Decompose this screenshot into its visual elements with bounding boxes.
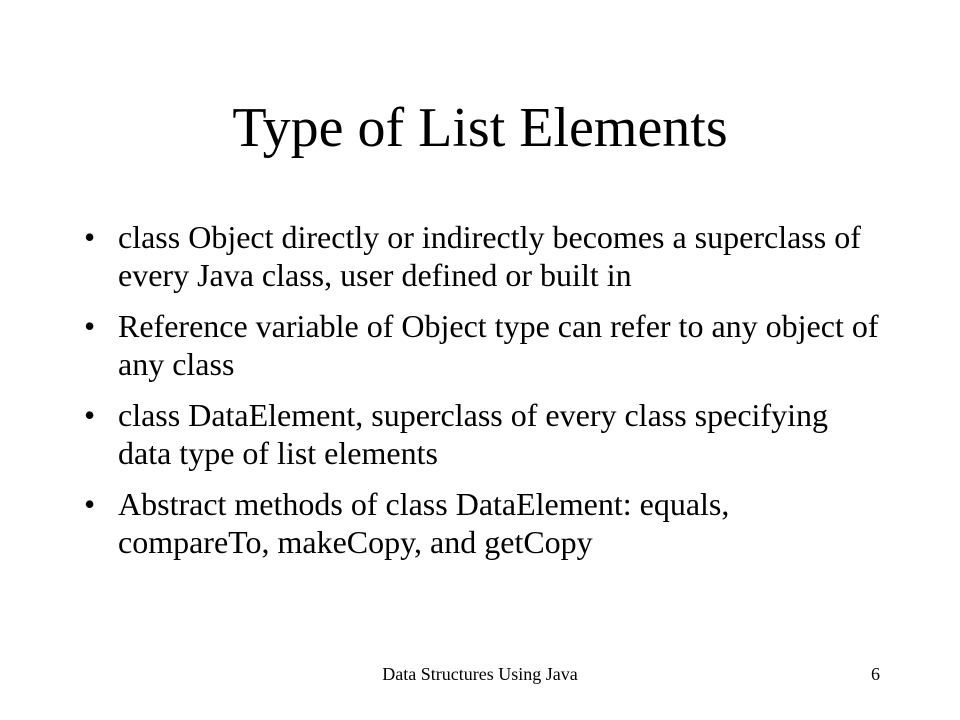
bullet-text: class DataElement, superclass of every class specifying data type of list elements <box>118 397 828 471</box>
bullet-text: Abstract methods of class DataElement: equals, compareTo, makeCopy, and getCopy <box>118 486 730 560</box>
bullet-icon: • <box>84 486 96 522</box>
bullet-item <box>80 396 880 472</box>
bullet-icon: • <box>84 308 96 344</box>
bullet-text: class Object directly or indirectly becomes a superclass of every Java class, user defined or built in <box>118 219 861 293</box>
bullet-icon: • <box>84 219 96 255</box>
bullet-icon: • <box>84 397 96 433</box>
bullet-item <box>80 218 880 294</box>
page-number: 6 <box>871 664 880 684</box>
slide-title: Type of List Elements <box>232 97 728 159</box>
slide-footer: Data Structures Using Java <box>382 664 578 684</box>
bullet-item <box>80 485 880 561</box>
bullet-item <box>80 307 880 383</box>
bullet-list <box>80 218 880 574</box>
bullet-text: Reference variable of Object type can refer to any object of any class <box>118 308 879 382</box>
